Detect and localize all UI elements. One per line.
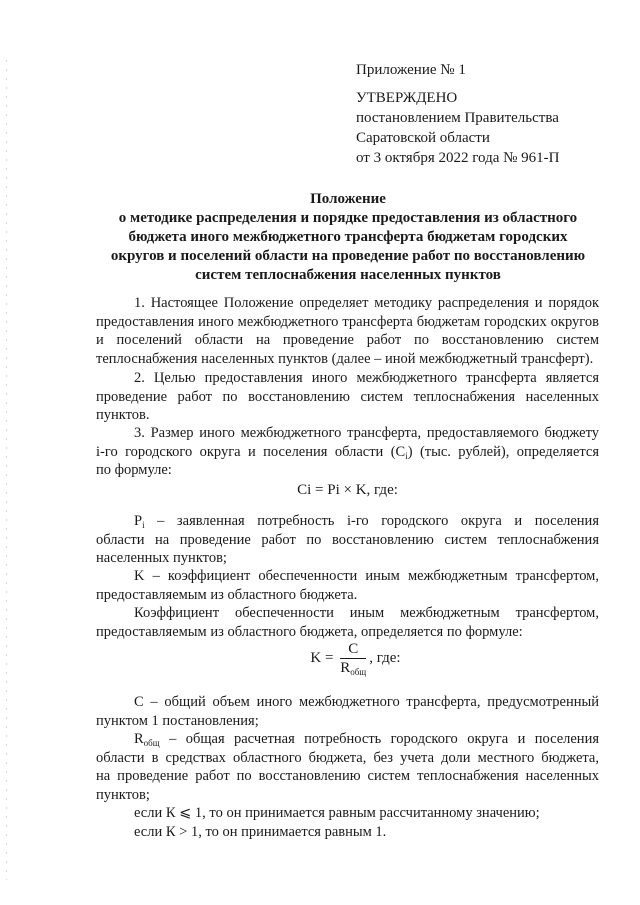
text-line: области на проведение работ по восстановлению систем теплоснабжения — [96, 531, 599, 548]
text-line: Коэффициент обеспеченности иным межбюджетным трансфертом, — [134, 605, 599, 621]
symbol: R — [134, 731, 144, 747]
text-line: пунктом 1 постановления; — [96, 712, 259, 729]
text-line: если К ⩽ 1, то он принимается равным рассчитанному значению; — [134, 805, 540, 821]
text-line: 2. Целью предоставления иного межбюджетного трансферта является — [134, 370, 599, 386]
text-line: населенных пунктов; — [96, 550, 227, 567]
formula-tail: , где: — [369, 649, 401, 666]
title-line: округов и поселений области на проведение работ по восстановлению — [110, 248, 586, 264]
paragraph-7 — [96, 693, 599, 730]
text-line: 3. Размер иного межбюджетного трансферта, предоставляемого бюджету — [134, 425, 599, 441]
formula-k — [96, 640, 607, 677]
paragraph-9 — [96, 804, 599, 823]
text-fragment: – общая расчетная потребность городского округа и поселения — [159, 731, 599, 747]
paragraph-5 — [96, 567, 599, 604]
text-fragment: – заявленная потребность i-го городского округа и поселения — [144, 513, 599, 529]
title-line: Положение — [310, 191, 386, 207]
paragraph-8 — [96, 730, 599, 804]
text-line: предоставляемым из областного бюджета, определяется по формуле: — [96, 623, 523, 640]
approval-date-line: от 3 октября 2022 года № 961-П — [356, 150, 560, 166]
text-line: K – коэффициент обеспеченности иным межбюджетным трансфертом, — [134, 568, 599, 584]
text-fragment: i-го городского округа и поселения области (С — [96, 443, 406, 460]
approval-block — [356, 88, 616, 168]
subscript: i — [405, 450, 408, 461]
text-line: 1. Настоящее Положение определяет методику распределения и порядок — [134, 295, 599, 311]
text-fragment: ) (тыс. рублей), определяется — [407, 443, 599, 460]
symbol: R — [340, 660, 351, 676]
scan-edge-marks — [6, 60, 7, 880]
text-line: и поселений области на проведение работ по восстановлению систем — [96, 332, 599, 349]
fraction-denominator — [340, 659, 366, 677]
title-line: систем теплоснабжения населенных пунктов — [195, 267, 501, 283]
approved-by-line2: Саратовской области — [356, 130, 490, 146]
fraction-numerator: C — [340, 640, 366, 659]
paragraph-2 — [96, 369, 599, 425]
symbol: P — [134, 513, 143, 529]
subscript: i — [142, 520, 145, 530]
appendix-label — [356, 60, 616, 80]
fraction — [340, 640, 366, 677]
formula-lhs: K = — [310, 649, 334, 666]
formula-ci — [96, 482, 599, 499]
text-line: на проведение работ по восстановлению систем теплоснабжения населенных — [96, 768, 599, 785]
paragraph-10 — [96, 823, 599, 842]
text-line: пунктов; — [96, 786, 150, 803]
text-line: если К > 1, то он принимается равным 1. — [134, 824, 387, 840]
text-line: теплоснабжения населенных пунктов (далее – иной межбюджетный трансферт). — [96, 350, 594, 367]
text-line: по формуле: — [96, 462, 172, 479]
paragraph-1 — [96, 294, 599, 368]
text-line — [96, 512, 599, 531]
document-title — [96, 190, 600, 285]
appendix-number: Приложение № 1 — [356, 62, 466, 78]
subscript: общ — [143, 738, 160, 748]
paragraph-6 — [96, 604, 599, 641]
text-line: проведение работ по восстановлению систем теплоснабжения населенных — [96, 388, 599, 405]
paragraph-3 — [96, 424, 599, 480]
text-line — [96, 443, 599, 462]
formula-text: Ci = Pi × K, где: — [297, 482, 398, 498]
text-line — [96, 730, 599, 749]
text-line: предоставления иного межбюджетного трансферта бюджетам городских округов — [96, 313, 599, 330]
text-line: пунктов. — [96, 407, 150, 424]
title-line: бюджета иного межбюджетного трансферта бюджетам городских — [128, 229, 568, 245]
subscript: общ — [350, 667, 367, 677]
approved-heading: УТВЕРЖДЕНО — [356, 90, 458, 106]
text-line: предоставляемым из областного бюджета. — [96, 586, 358, 603]
paragraph-4 — [96, 512, 599, 568]
approved-by-line1: постановлением Правительства — [356, 110, 559, 126]
title-line: о методике распределения и порядке предоставления из областного — [118, 210, 578, 226]
text-line: области в средствах областного бюджета, без учета доли местного бюджета, — [96, 749, 599, 766]
text-line: С – общий объем иного межбюджетного трансферта, предусмотренный — [134, 694, 599, 710]
